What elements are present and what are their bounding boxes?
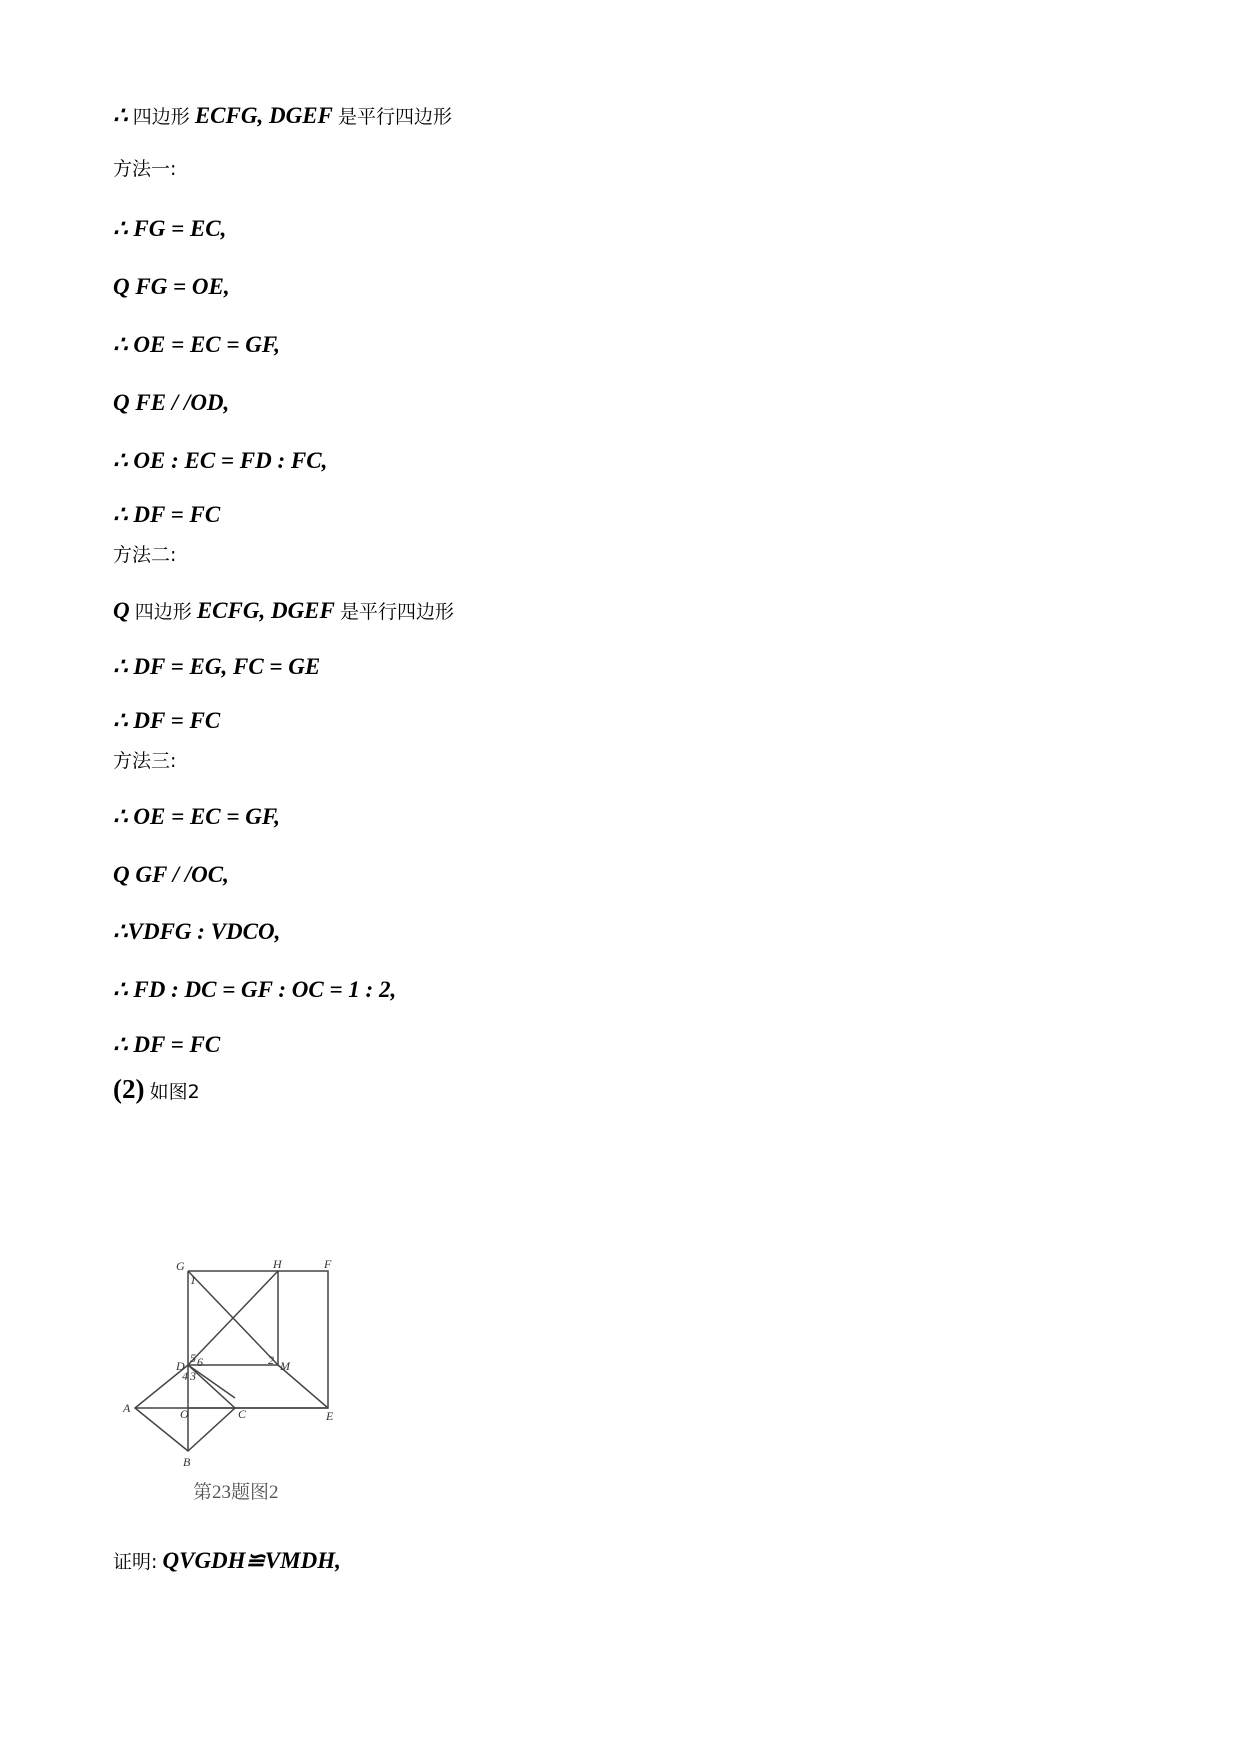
text-line-10: Q 四边形 ECFG, DGEF 是平行四边形 xyxy=(113,598,454,623)
method-two-label: 方法二: xyxy=(113,544,177,566)
label-m: M xyxy=(280,1359,290,1373)
text-line-14: ∴ OE = EC = GF, xyxy=(113,804,280,829)
angle-label-4: 4 xyxy=(182,1369,188,1383)
part-two-heading: (2) 如图2 xyxy=(113,1074,200,1104)
label-d: D xyxy=(176,1359,185,1373)
text-line-8: ∴ DF = FC xyxy=(113,502,221,527)
angle-label-2: 2 xyxy=(268,1353,274,1367)
label-h: H xyxy=(273,1258,282,1271)
text-line-5: ∴ OE = EC = GF, xyxy=(113,332,280,357)
text-line-6: Q FE / /OD, xyxy=(113,390,230,415)
label-b: B xyxy=(183,1455,191,1469)
text-line-11: ∴ DF = EG, FC = GE xyxy=(113,654,321,679)
method-three-label: 方法三: xyxy=(113,750,177,772)
figure-caption: 第23题图2 xyxy=(193,1482,279,1503)
label-e: E xyxy=(326,1409,334,1423)
label-f: F xyxy=(324,1258,332,1271)
text-line-15: Q GF / /OC, xyxy=(113,862,229,887)
text-line-18: ∴ DF = FC xyxy=(113,1032,221,1057)
text-line-17: ∴ FD : DC = GF : OC = 1 : 2, xyxy=(113,977,397,1002)
angle-label-1: 1 xyxy=(190,1273,196,1287)
angle-label-5: 5 xyxy=(190,1351,196,1365)
angle-label-6: 6 xyxy=(197,1355,203,1369)
label-a: A xyxy=(123,1401,131,1415)
text-line-1: ∴ 四边形 ECFG, DGEF 是平行四边形 xyxy=(113,103,452,128)
text-line-7: ∴ OE : EC = FD : FC, xyxy=(113,448,328,473)
text-line-proof: 证明: QVGDH≌VMDH, xyxy=(113,1548,341,1573)
angle-label-3: 3 xyxy=(190,1369,196,1383)
text-line-12: ∴ DF = FC xyxy=(113,708,221,733)
text-line-4: Q FG = OE, xyxy=(113,274,230,299)
label-o: O xyxy=(180,1407,189,1421)
text-line-3: ∴ FG = EC, xyxy=(113,216,227,241)
label-c: C xyxy=(238,1407,247,1421)
label-g: G xyxy=(176,1259,185,1273)
text-line-16: ∴VDFG : VDCO, xyxy=(113,919,281,944)
geometry-figure-svg xyxy=(118,1258,368,1508)
geometry-figure xyxy=(118,1258,368,1508)
method-one-label: 方法一: xyxy=(113,158,177,180)
